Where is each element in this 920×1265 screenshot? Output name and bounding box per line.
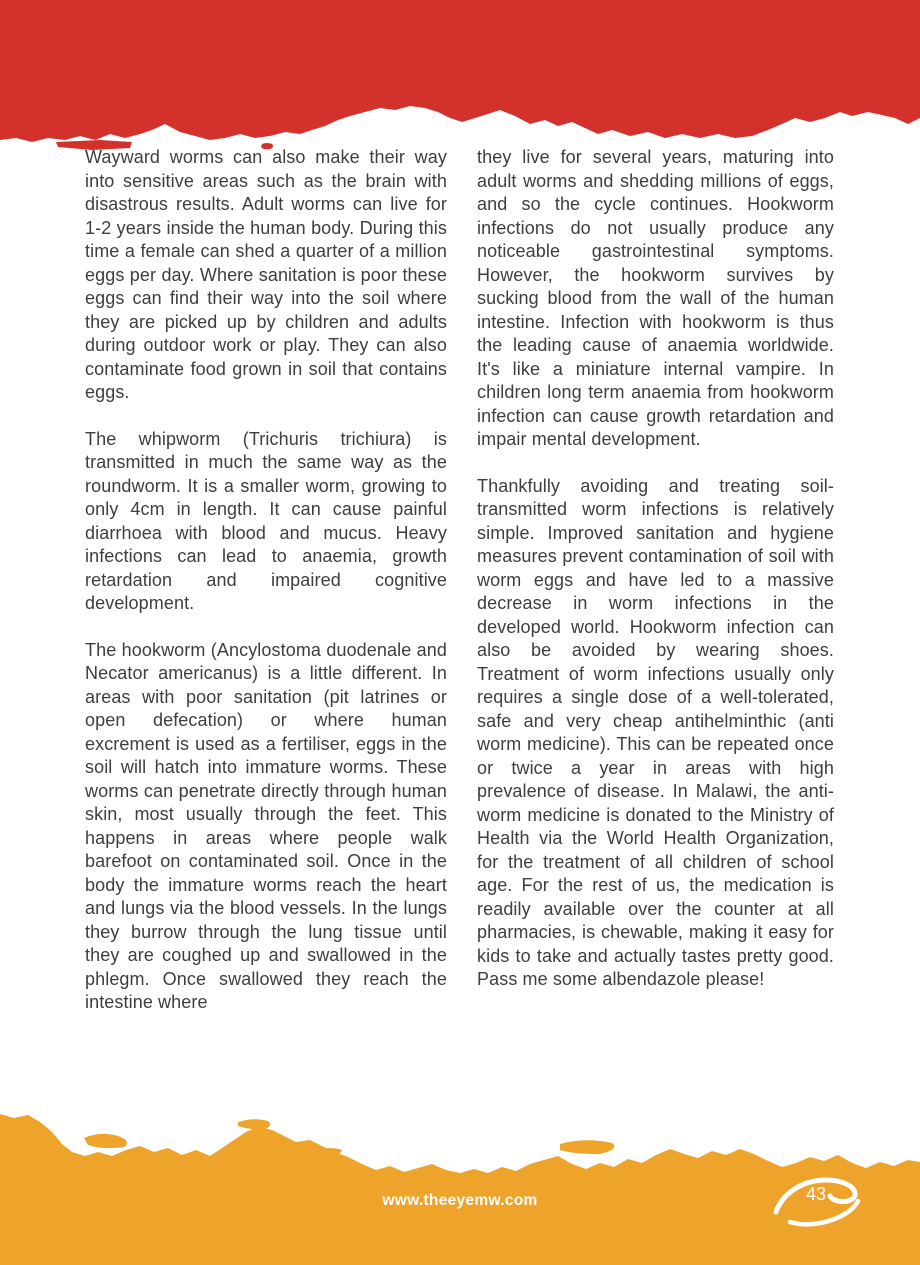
orange-paint-blob: [560, 1140, 614, 1154]
eye-icon: [768, 1172, 868, 1232]
paragraph-treatment: Thankfully avoiding and treating soil-transmitted worm infections is relatively simple. Improved sanitation and hygiene measures prevent contamination of soil with worm eggs and have led to a massive decrease in worm infections in the developed world. Hookworm infection can also be avoided by wearing shoes. Treatment of worm infections usually only requires a single dose of a well-tolerated, safe and very cheap antihelminthic (anti worm medicine). This can be repeated once or twice a year in areas with high prevalence of disease. In Malawi, the anti-worm medicine is donated to the Ministry of Health via the World Health Organization, for the treatment of all children of school age. For the rest of us, the medication is readily available over the counter at all pharmacies, is chewable, making it easy for kids to take and actually tastes pretty good. Pass me some albendazole please!: [477, 475, 834, 989]
eye-lower-lid-stroke: [790, 1201, 858, 1224]
eye-logo: [768, 1172, 868, 1232]
red-paint-shape: [0, 0, 920, 142]
page-number: 43: [805, 1184, 827, 1204]
paragraph-whipworm: The whipworm (Trichuris trichiura) is transmitted in much the same way as the roundworm. It is a smaller worm, growing to only 4cm in length. It can cause painful diarrhoea with blood and mucus. Heavy infections can lead to anaemia, growth retardation and impaired cognitive development.: [85, 428, 447, 613]
torn-red-header-band: [0, 0, 920, 155]
paragraph-hookworm-continued: they live for several years, maturing into adult worms and shedding millions of eggs, and so the cycle continues. Hookworm infections do not usually produce any noticeable gastrointestinal symptoms. However, the hookworm survives by sucking blood from the wall of the human intestine. Infection with hookworm is thus the leading cause of anaemia worldwide. It's like a miniature internal vampire. In children long term anaemia from hookworm infection can cause growth retardation and impair mental development.: [477, 147, 834, 449]
paragraph-hookworm: The hookworm (Ancylostoma duodenale and Necator americanus) is a little different. In areas with poor sanitation (pit latrines or open defecation) or where human excrement is used as a fertiliser, eggs in the soil will hatch into immature worms. These worms can penetrate directly through human skin, most usually through the feet. This happens in areas where people walk barefoot on contaminated soil. Once in the body the immature worms reach the heart and lungs via the blood vessels. In the lungs they burrow through the lung tissue until they are coughed up and swallowed in the phlegm. Once swallowed they reach the intestine where: [85, 639, 447, 1012]
left-text-column: [85, 146, 447, 1015]
orange-paint-blob: [84, 1134, 127, 1148]
right-text-column: [477, 146, 834, 992]
paragraph-wayward-worms: Wayward worms can also make their way into sensitive areas such as the brain with disastrous results. Adult worms can live for 1-2 years inside the human body. During this time a female can shed a quarter of a million eggs per day. Where sanitation is poor these eggs can find their way into the soil where they are picked up by children and adults during outdoor work or play. They can also contaminate food grown in soil that contains eggs.: [85, 147, 447, 402]
website-url[interactable]: www.theeyemw.com: [382, 1192, 538, 1209]
orange-paint-blob: [238, 1119, 270, 1130]
